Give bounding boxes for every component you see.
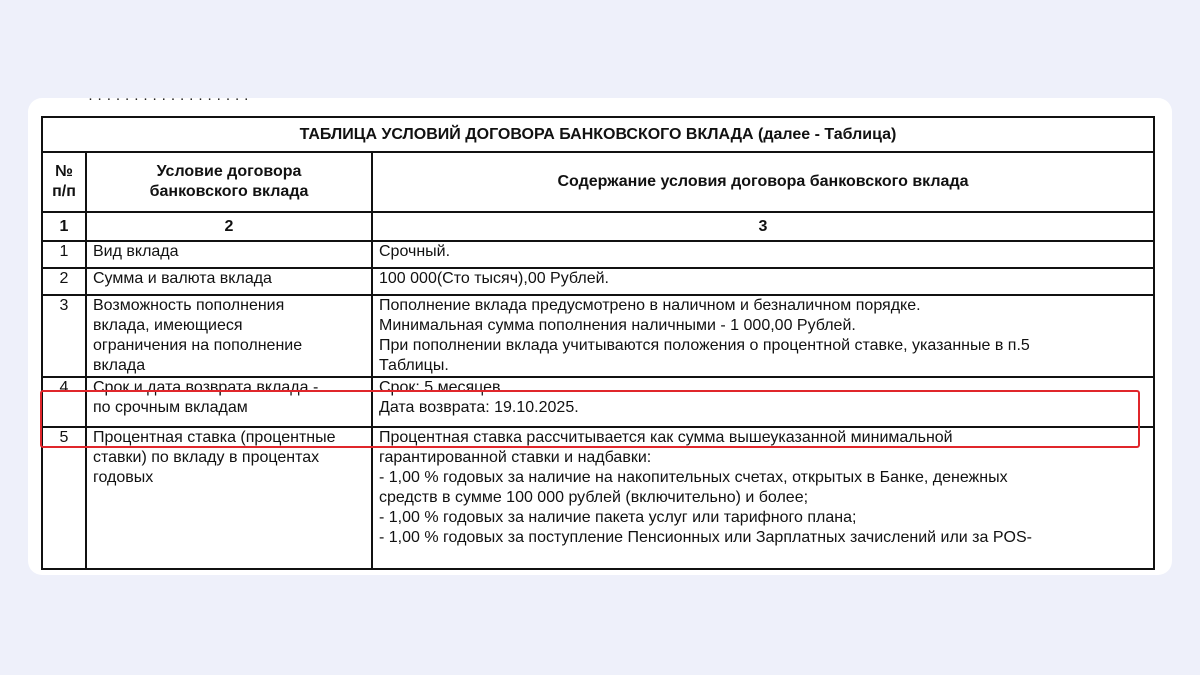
content-line: Таблицы.	[379, 357, 449, 374]
content-line: Дата возврата: 19.10.2025.	[379, 399, 579, 416]
row-content	[372, 295, 1154, 377]
document-card	[28, 90, 1172, 575]
deposit-terms-table	[41, 116, 1155, 570]
row-condition	[86, 377, 372, 427]
header-num-line2: п/п	[52, 183, 76, 200]
row-number: 1	[42, 241, 86, 268]
condition-line: Срок и дата возврата вклада -	[93, 379, 319, 396]
row-content	[372, 427, 1154, 569]
column-number-1: 1	[42, 212, 86, 241]
row-condition	[86, 427, 372, 569]
header-condition-line1: Условие договора	[156, 163, 302, 180]
condition-line: Сумма и валюта вклада	[93, 270, 272, 287]
condition-line: Вид вклада	[93, 243, 179, 260]
condition-line: вклада, имеющиеся	[93, 317, 243, 334]
row-number: 4	[42, 377, 86, 427]
row-content	[372, 241, 1154, 268]
content-line: Пополнение вклада предусмотрено в наличном и безналичном порядке.	[379, 297, 921, 314]
condition-line: по срочным вкладам	[93, 399, 248, 416]
row-number: 5	[42, 427, 86, 569]
row-condition	[86, 295, 372, 377]
table-header-row	[42, 152, 1154, 212]
content-line: средств в сумме 100 000 рублей (включительно) и более;	[379, 489, 809, 506]
content-line: - 1,00 % годовых за поступление Пенсионных или Зарплатных зачислений или за POS-	[379, 529, 1032, 546]
content-line: Минимальная сумма пополнения наличными - 1 000,00 Рублей.	[379, 317, 856, 334]
table-title: ТАБЛИЦА УСЛОВИЙ ДОГОВОРА БАНКОВСКОГО ВКЛАДА (далее - Таблица)	[42, 117, 1154, 152]
content-line: Срочный.	[379, 243, 451, 260]
table-row	[42, 295, 1154, 377]
row-content	[372, 268, 1154, 295]
header-condition-line2: банковского вклада	[149, 183, 309, 200]
content-line: - 1,00 % годовых за наличие пакета услуг или тарифного плана;	[379, 509, 857, 526]
condition-line: ограничения на пополнение	[93, 337, 303, 354]
table-row-highlighted	[42, 377, 1154, 427]
content-line: 100 000(Сто тысяч),00 Рублей.	[379, 270, 609, 287]
column-number-2: 2	[86, 212, 372, 241]
cutoff-text: · · · · · · · · · · · · · · · · · ·	[88, 90, 249, 107]
row-number: 3	[42, 295, 86, 377]
content-line: При пополнении вклада учитываются положения о процентной ставке, указанные в п.5	[379, 337, 1030, 354]
header-content: Содержание условия договора банковского вклада	[372, 152, 1154, 212]
column-number-row	[42, 212, 1154, 241]
content-line: Срок: 5 месяцев.	[379, 379, 505, 396]
row-condition	[86, 241, 372, 268]
condition-line: годовых	[93, 469, 154, 486]
content-line: - 1,00 % годовых за наличие на накопительных счетах, открытых в Банке, денежных	[379, 469, 1008, 486]
row-content	[372, 377, 1154, 427]
table-row	[42, 268, 1154, 295]
row-number: 2	[42, 268, 86, 295]
content-line: Процентная ставка рассчитывается как сумма вышеуказанной минимальной	[379, 429, 953, 446]
table-row	[42, 241, 1154, 268]
condition-line: вклада	[93, 357, 146, 374]
row-condition	[86, 268, 372, 295]
header-num	[42, 152, 86, 212]
condition-line: Возможность пополнения	[93, 297, 285, 314]
content-line: гарантированной ставки и надбавки:	[379, 449, 652, 466]
column-number-3: 3	[372, 212, 1154, 241]
header-condition	[86, 152, 372, 212]
condition-line: ставки) по вкладу в процентах	[93, 449, 320, 466]
table-title-row	[42, 117, 1154, 152]
table-row	[42, 427, 1154, 569]
condition-line: Процентная ставка (процентные	[93, 429, 336, 446]
header-num-line1: №	[55, 163, 73, 180]
